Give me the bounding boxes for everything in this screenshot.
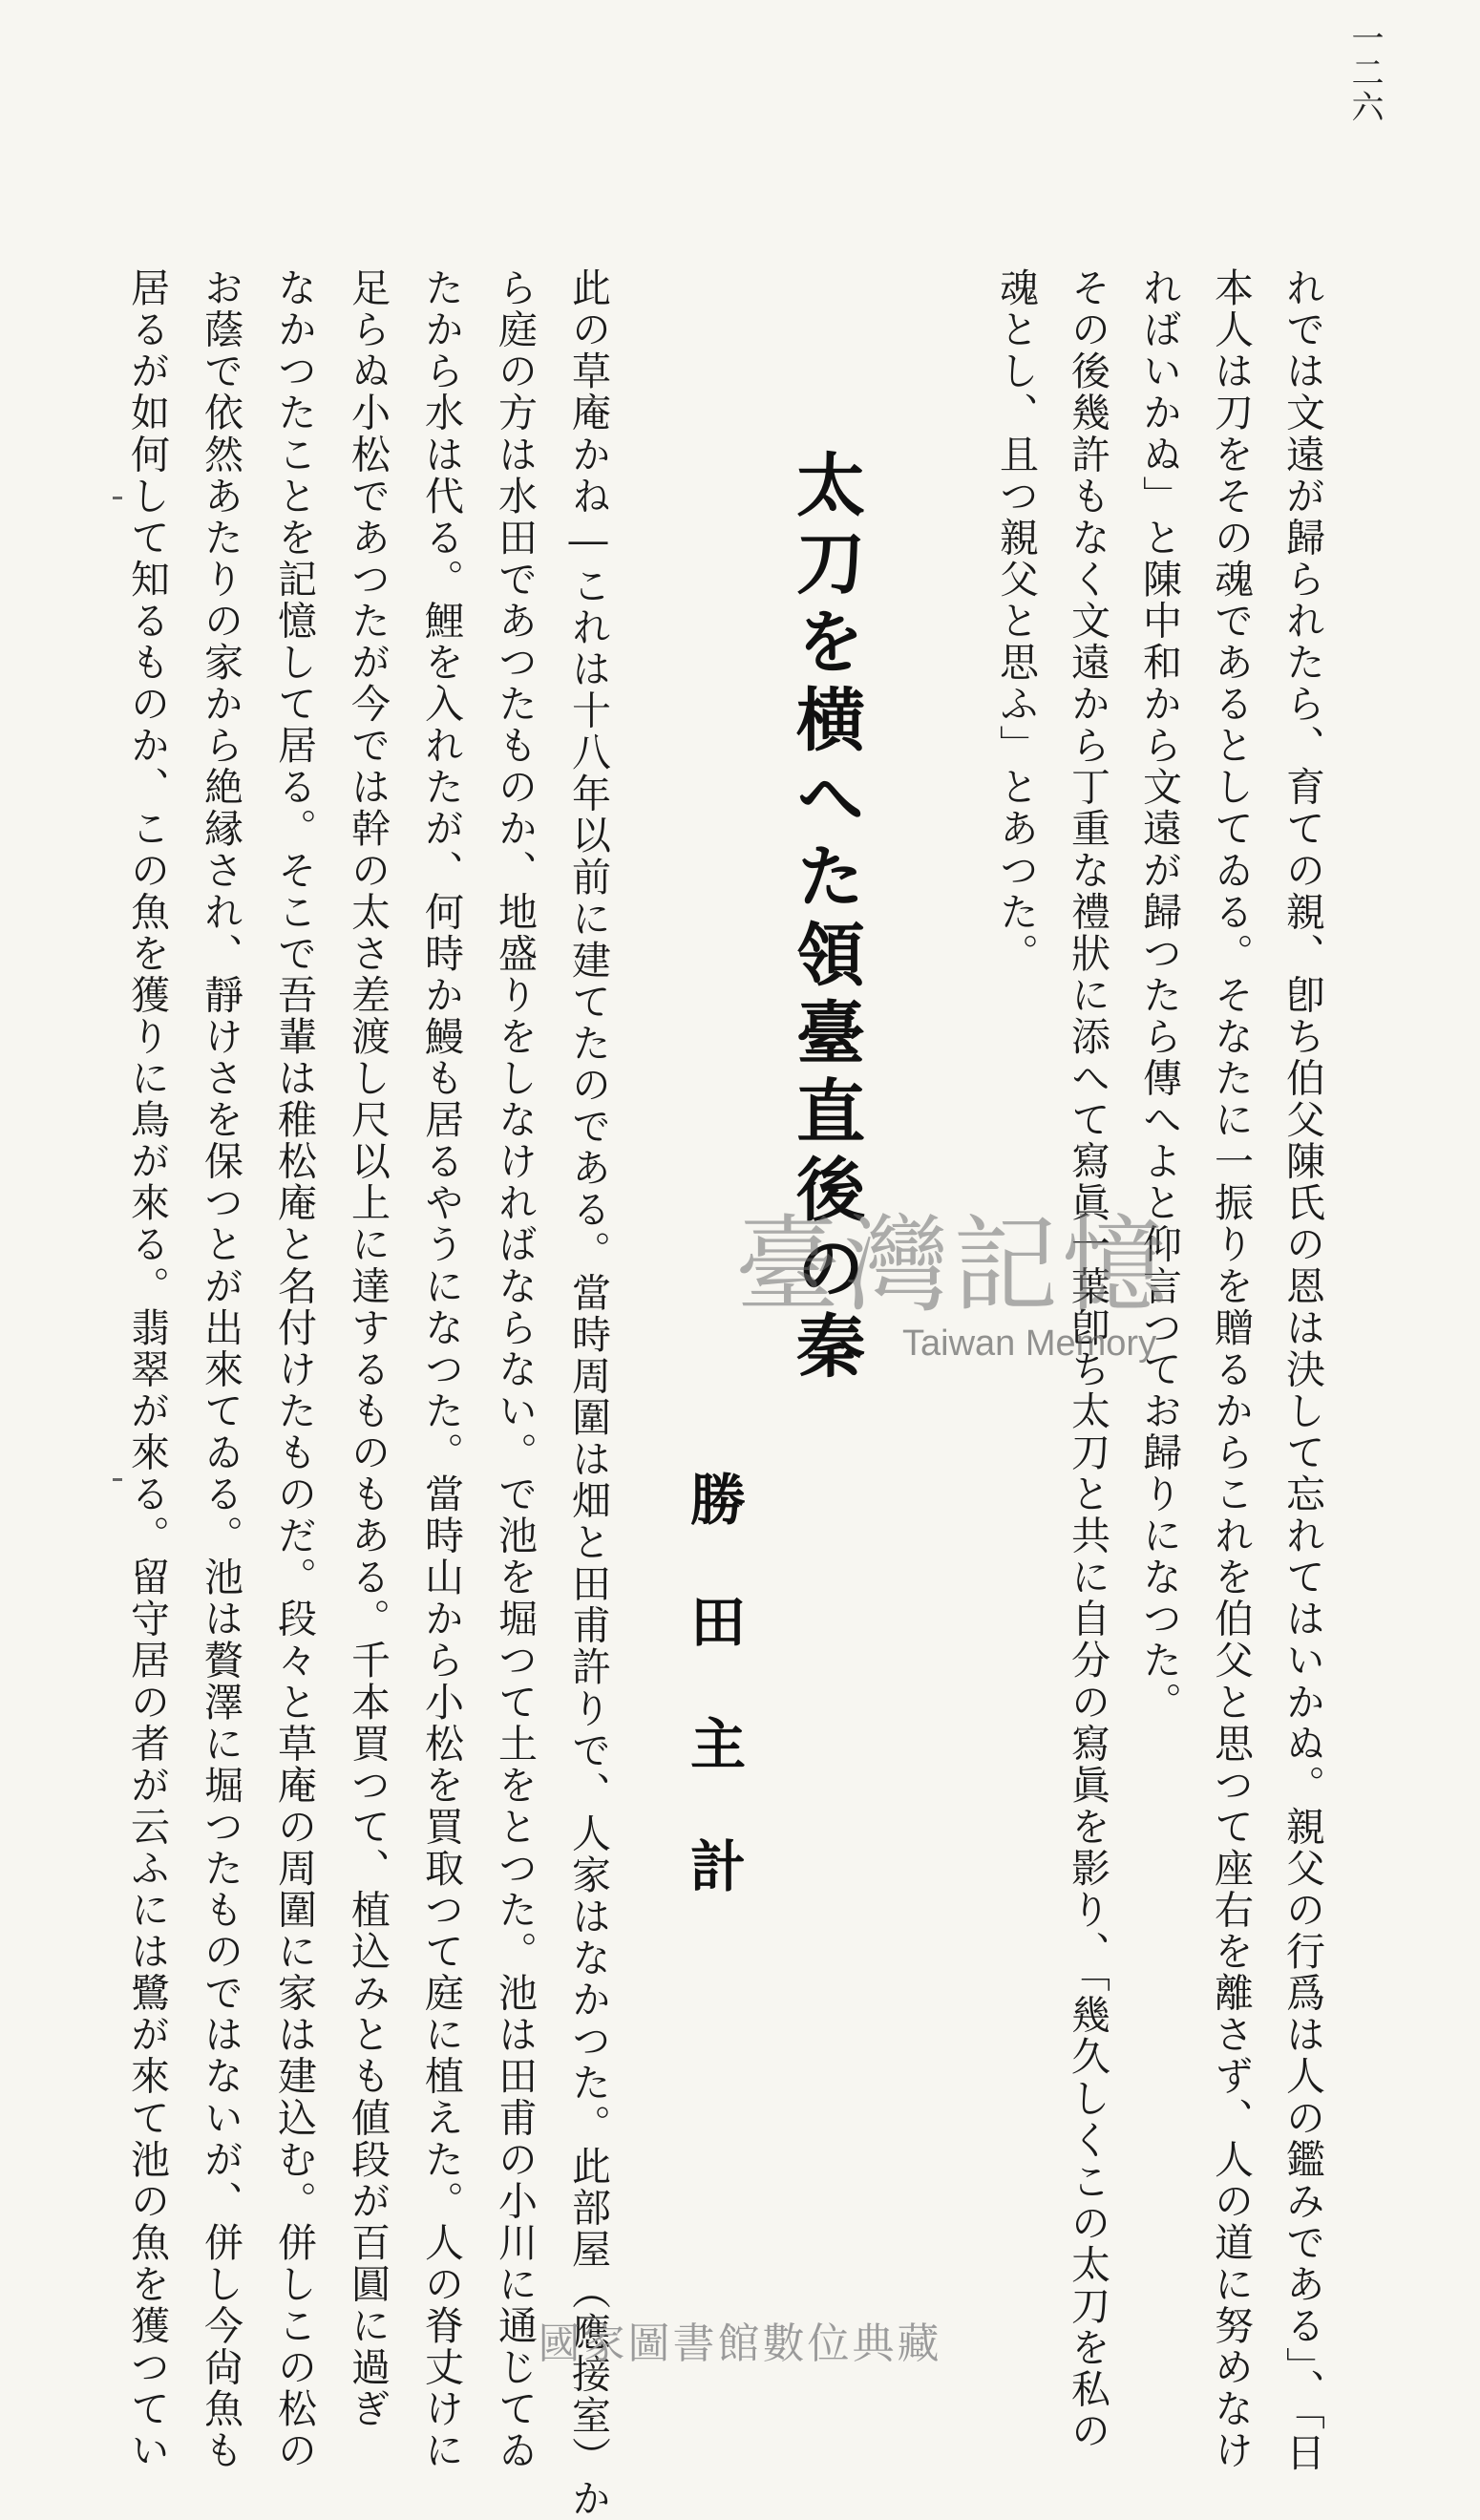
watermark-chinese-text: 臺灣記憶	[735, 1204, 1171, 1326]
previous-passage-line-3: ればいかぬ」と陳中和から文遠が歸つたら傳へよと仰言つてお歸りになつた。	[1136, 267, 1182, 1724]
article-line-7: 居るが如何して知るものか、この魚を獲りに鳥が來る。翡翠が來る。留守居の者が云ふには鷺が來て池の魚を獲つてい	[124, 267, 170, 2472]
article-line-4: 足らぬ小松であつたが今では幹の太さ差渡し尺以上に達するものもある。千本買つて、植込みとも値段が百圓に過ぎ	[345, 267, 391, 2430]
article-line-1: 此の草庵かね―これは十八年以前に建てたのである。當時周圍は畑と田甫許りで、人家はなかつた。此部屋（應接室）か	[565, 267, 611, 2520]
previous-passage-line-1: れでは文遠が歸られたら、育ての親、卽ち伯父陳氏の恩は決して忘れてはいかぬ。親父の行爲は人の鑑みである」、「日	[1279, 267, 1325, 2474]
article-title: 太刀を横へた領臺直後の秦	[785, 449, 866, 1388]
margin-mark	[113, 497, 122, 499]
article-line-6: お蔭で依然あたりの家から絶縁され、靜けさを保つとが出來てゐる。池は贅澤に堀つたものではないが、併し今尙魚も	[198, 267, 243, 2472]
previous-passage-line-5: 魂とし、且つ親父と思ふ」とあつた。	[993, 267, 1039, 975]
article-author: 勝田主計	[681, 1471, 746, 1959]
margin-mark	[113, 1478, 122, 1481]
previous-passage-line-2: 本人は刀をその魂であるとしてゐる。そなたに一振りを贈るからこれを伯父と思つて座右を離さず、人の道に努めなけ	[1208, 267, 1254, 2472]
page-number: 一二六	[1345, 21, 1384, 124]
article-line-5: なかつたことを記憶して居る。そこで吾輩は稚松庵と名付けたものだ。段々と草庵の周圍に家は建込む。併しこの松の	[271, 267, 317, 2472]
previous-passage-line-4: その後幾許もなく文遠から丁重な禮狀に添へて寫眞一葉卽ち太刀と共に自分の寫眞を影り、「幾久しくこの太刀を私の	[1065, 267, 1110, 2452]
article-line-3: たから水は代る。鯉を入れたが、何時か鰻も居るやうになつた。當時山から小松を買取つて庭に植えた。人の脊丈けに	[418, 267, 464, 2472]
watermark-english-text: Taiwan Memory	[902, 1324, 1157, 1364]
footer-credit: 國家圖書館數位典藏	[538, 2319, 942, 2368]
article-line-2: ら庭の方は水田であつたものか、地盛りをしなければならない。で池を堀つて土をとつた。池は田甫の小川に通じてゐ	[492, 267, 538, 2472]
